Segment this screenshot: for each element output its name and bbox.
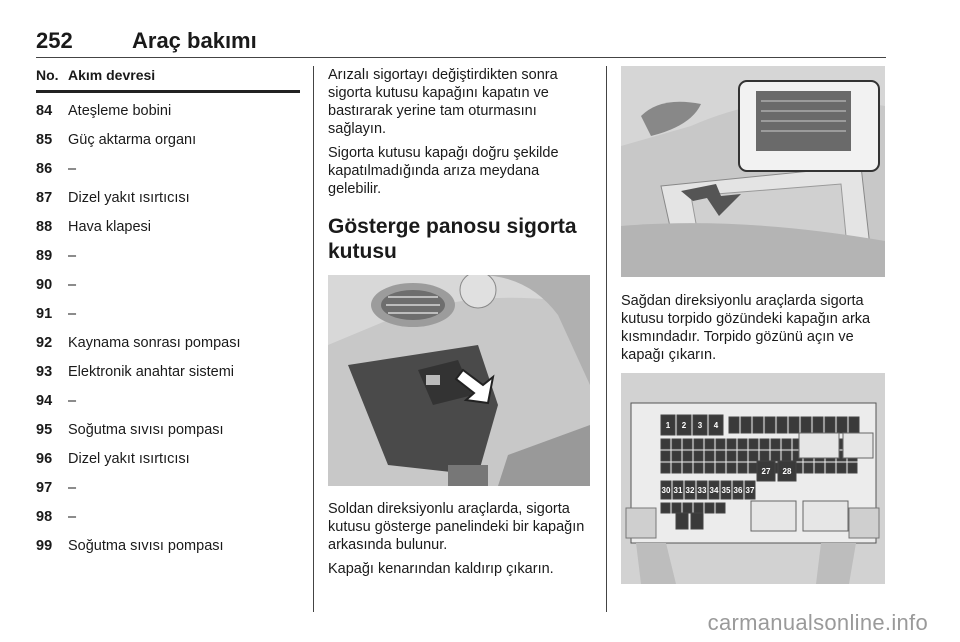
fuse-slot: [716, 439, 725, 449]
fuse-slot: [694, 451, 703, 461]
table-row: [36, 242, 300, 271]
circuit-name: Güç aktarma organı: [68, 132, 197, 148]
fuse-slot: [749, 439, 758, 449]
fuse-slot: [683, 439, 692, 449]
fuse-slot: [705, 463, 714, 473]
fuse-slot: [661, 439, 670, 449]
fuse-label: 2: [681, 421, 687, 430]
paragraph: Sağdan direksiyonlu araçlarda sigorta kutusu torpido gözündeki kapağın arka kısmındadır. Torpido gözünü açın ve kapağı çıkarın.: [621, 293, 871, 363]
table-row: [36, 416, 300, 445]
table-row: [36, 474, 300, 503]
fuse-slot: [705, 451, 714, 461]
fuse-slot: [738, 463, 747, 473]
fuse-label: 3: [697, 421, 703, 430]
fuse-slot: [716, 463, 725, 473]
circuit-name: Kaynama sonrası pompası: [68, 335, 241, 351]
glovebox-fusebox-photo: [621, 66, 885, 277]
fuse-label: 36: [733, 486, 743, 495]
fuse-slot: [738, 439, 747, 449]
fuse-number: 84: [36, 103, 53, 119]
circuit-name: Hava klapesi: [68, 219, 152, 235]
fuse-slot: [837, 417, 847, 433]
paragraph: Soldan direksiyonlu araçlarda, sigorta kutusu gösterge panelindeki bir kapağın arkasında bulunur.: [328, 501, 585, 553]
table-row: [36, 155, 300, 184]
table-row: [36, 532, 300, 561]
table-row: [36, 358, 300, 387]
page-title: Araç bakımı: [132, 28, 257, 53]
fuse-number: 91: [36, 306, 53, 322]
fuse-number: 97: [36, 480, 53, 496]
fuse-number: 96: [36, 451, 53, 467]
fuse-number: 89: [36, 248, 53, 264]
fuse-slot: [837, 463, 846, 473]
column-divider: [606, 66, 607, 612]
fuse-slot: [815, 463, 824, 473]
fuse-slot: [672, 503, 681, 513]
fuse-slot: [694, 503, 703, 513]
fuse-slot: [741, 417, 751, 433]
circuit-name: Soğutma sıvısı pompası: [68, 538, 224, 554]
table-row: [36, 329, 300, 358]
fuse-slot: [691, 513, 703, 529]
circuit-name: –: [68, 277, 77, 293]
table-row: [36, 387, 300, 416]
circuit-name: –: [68, 248, 77, 264]
fuse-slot: [749, 451, 758, 461]
fuse-slot: [727, 451, 736, 461]
fuse-label: 31: [673, 486, 683, 495]
fuse-table: [36, 64, 300, 561]
circuit-name: Elektronik anahtar sistemi: [68, 364, 235, 380]
fuse-slot: [738, 451, 747, 461]
page-header: [36, 22, 886, 54]
right-column: [621, 292, 885, 370]
fuse-label: 35: [721, 486, 731, 495]
fuse-slot: [716, 503, 725, 513]
fuse-slot: [683, 463, 692, 473]
fuse-slot: [672, 439, 681, 449]
fuse-label: 1: [665, 421, 671, 430]
table-row: [36, 126, 300, 155]
circuit-name: –: [68, 509, 77, 525]
circuit-name: –: [68, 161, 77, 177]
circuit-name: Ateşleme bobini: [68, 103, 172, 119]
fuse-slot: [753, 417, 763, 433]
table-row: [36, 97, 300, 126]
table-row: [36, 445, 300, 474]
fuse-slot: [789, 417, 799, 433]
fuse-label: 34: [709, 486, 719, 495]
column-divider: [313, 66, 314, 612]
fuse-slot: [716, 451, 725, 461]
fuse-slot: [727, 463, 736, 473]
circuit-name: –: [68, 306, 77, 322]
fuse-label: 28: [782, 467, 792, 476]
circuit-name: Dizel yakıt ısırtıcısı: [68, 451, 190, 467]
fuse-slot: [661, 463, 670, 473]
header-rule: [36, 57, 886, 58]
fuse-slot: [801, 417, 811, 433]
fuse-slot: [849, 417, 859, 433]
fuse-slot: [760, 451, 769, 461]
fuse-slot: [804, 463, 813, 473]
table-header: [36, 64, 300, 93]
fuse-slot: [661, 503, 670, 513]
fuse-slot: [771, 451, 780, 461]
fuse-number: 98: [36, 509, 53, 525]
table-row: [36, 300, 300, 329]
fuse-slot: [813, 417, 823, 433]
fuse-label: 33: [697, 486, 707, 495]
fuse-number: 86: [36, 161, 53, 177]
page-number: 252: [36, 28, 73, 53]
fuse-slot: [848, 463, 857, 473]
circuit-name: Soğutma sıvısı pompası: [68, 422, 224, 438]
fuse-slot: [826, 463, 835, 473]
fuse-slot: [782, 439, 791, 449]
fuse-number: 87: [36, 190, 53, 206]
fuse-slot: [683, 451, 692, 461]
fuse-label: 32: [685, 486, 695, 495]
fuse-slot: [705, 503, 714, 513]
fuse-slot: [729, 417, 739, 433]
fuse-label: 37: [745, 486, 755, 495]
dashboard-fusebox-photo: [328, 275, 590, 486]
circuit-name: –: [68, 393, 77, 409]
fuse-label: 27: [761, 467, 771, 476]
fuse-slot: [765, 417, 775, 433]
table-row: [36, 271, 300, 300]
fuse-number: 88: [36, 219, 53, 235]
table-row: [36, 184, 300, 213]
section-heading: Gösterge panosu sigorta kutusu: [328, 215, 577, 263]
table-row: [36, 503, 300, 532]
fuse-number: 90: [36, 277, 53, 293]
fuse-slot: [683, 503, 692, 513]
fuse-slot: [727, 439, 736, 449]
fuse-slot: [694, 439, 703, 449]
col-circuit-header: Akım devresi: [68, 67, 156, 83]
fuse-slot: [672, 451, 681, 461]
fuse-slot: [672, 463, 681, 473]
table-row: [36, 213, 300, 242]
middle-column: [328, 66, 596, 276]
fuse-number: 94: [36, 393, 53, 409]
fuse-label: 30: [661, 486, 671, 495]
fuse-slot: [661, 451, 670, 461]
fuse-number: 85: [36, 132, 53, 148]
watermark: carmanualsonline.info: [707, 610, 928, 635]
fuse-label: 4: [713, 421, 719, 430]
fuse-number: 95: [36, 422, 53, 438]
fuse-slot: [676, 513, 688, 529]
fuse-slot: [777, 417, 787, 433]
fuse-slot: [694, 463, 703, 473]
col-no-header: No.: [36, 67, 59, 83]
middle-column-lower: [328, 500, 596, 584]
fuse-number: 92: [36, 335, 53, 351]
fuse-slot: [760, 439, 769, 449]
fusebox-layout-diagram: [621, 373, 885, 584]
fuse-slot: [771, 439, 780, 449]
fuse-slot: [705, 439, 714, 449]
fuse-number: 93: [36, 364, 53, 380]
paragraph: Arızalı sigortayı değiştirdikten sonra sigorta kutusu kapağını kapatın ve bastırarak yerine tam oturmasını sağlayın.: [328, 67, 558, 137]
paragraph: Sigorta kutusu kapağı doğru şekilde kapatılmadığında arıza meydana gelebilir.: [328, 145, 559, 197]
fuse-slot: [825, 417, 835, 433]
paragraph: Kapağı kenarından kaldırıp çıkarın.: [328, 561, 554, 577]
circuit-name: –: [68, 480, 77, 496]
fuse-number: 99: [36, 538, 53, 554]
circuit-name: Dizel yakıt ısırtıcısı: [68, 190, 190, 206]
fuse-slot: [782, 451, 791, 461]
